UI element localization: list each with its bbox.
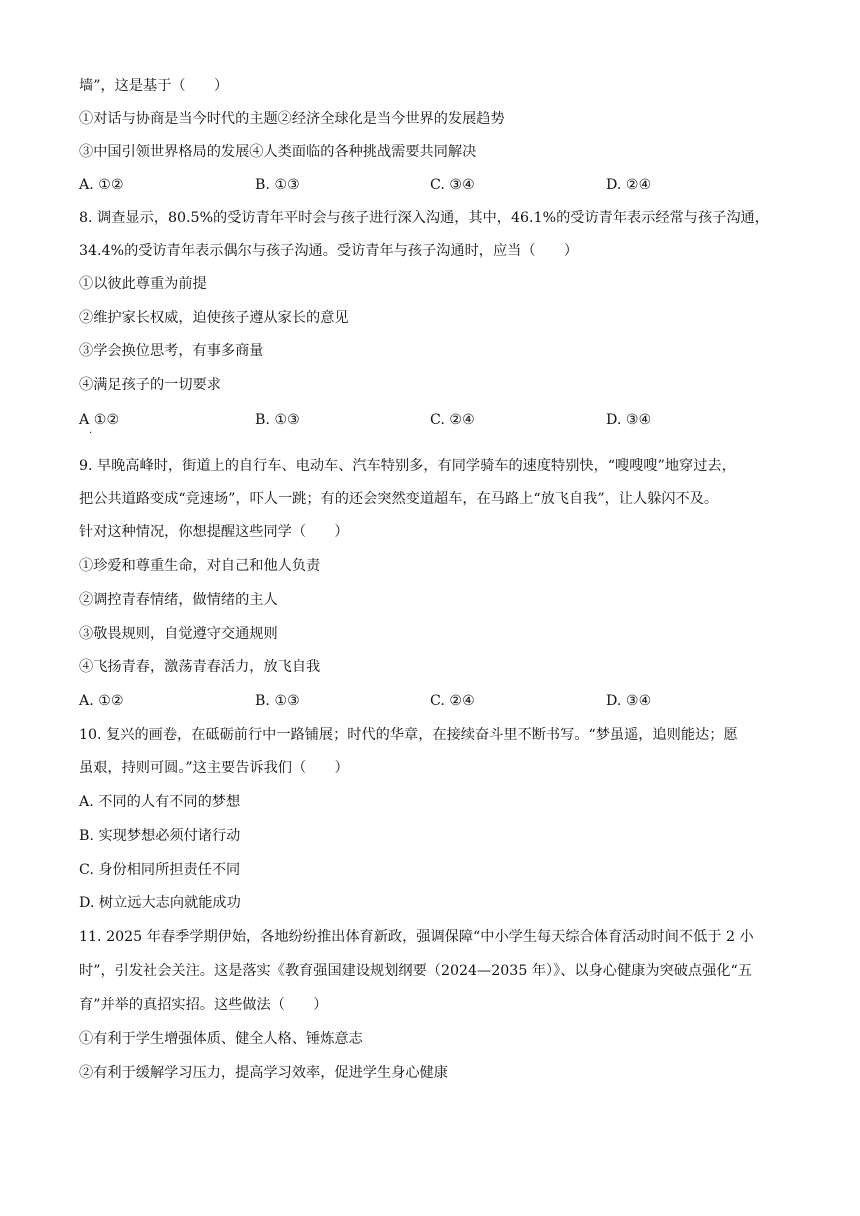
q9-item-4: ④飞扬青春，激荡青春活力，放飞自我 bbox=[79, 659, 321, 675]
q8-option-c[interactable]: C. ②④ bbox=[430, 412, 475, 428]
q9-option-b[interactable]: B. ①③ bbox=[255, 693, 300, 709]
q7-item-2: ③中国引领世界格局的发展④人类面临的各种挑战需要共同解决 bbox=[79, 144, 477, 160]
q7-option-d[interactable]: D. ②④ bbox=[606, 177, 652, 193]
q11-stem-line-3: 育”并举的真招实招。这些做法（ ） bbox=[79, 997, 328, 1013]
q9-item-2: ②调控青春情绪，做情绪的主人 bbox=[79, 592, 278, 608]
q8-stem-line-1: 8. 调查显示，80.5%的受访青年平时会与孩子进行深入沟通，其中，46.1%的受访青年表示经常与孩子沟通， bbox=[79, 210, 769, 226]
q10-choice-d[interactable]: D. 树立远大志向就能成功 bbox=[79, 895, 241, 911]
q8-option-a[interactable]: A ①② bbox=[79, 412, 120, 428]
q7-stem-end: 墙”，这是基于（ ） bbox=[79, 78, 229, 94]
q10-stem-line-2: 虽艰，持则可圆。”这主要告诉我们（ ） bbox=[79, 760, 349, 776]
q10-choice-c[interactable]: C. 身份相同所担责任不同 bbox=[79, 862, 241, 878]
q11-stem-line-1: 11. 2025 年春季学期伊始，各地纷纷推出体育新政，强调保障“中小学生每天综合体育活动时间不低于 2 小 bbox=[79, 929, 754, 945]
q11-item-1: ①有利于学生增强体质、健全人格、锤炼意志 bbox=[79, 1031, 363, 1047]
q8-item-1: ①以彼此尊重为前提 bbox=[79, 276, 207, 292]
q7-option-a[interactable]: A. ①② bbox=[79, 177, 124, 193]
q8-option-d[interactable]: D. ③④ bbox=[606, 412, 652, 428]
q8-stem-line-2: 34.4%的受访青年表示偶尔与孩子沟通。受访青年与孩子沟通时，应当（ ） bbox=[79, 243, 579, 259]
q9-stem-line-1: 9. 早晚高峰时，街道上的自行车、电动车、汽车特别多，有同学骑车的速度特别快，“嗖嗖嗖”地穿过去， bbox=[79, 458, 736, 474]
q10-stem-line-1: 10. 复兴的画卷，在砥砺前行中一路铺展；时代的华章，在接续奋斗里不断书写。“梦虽遥，追则能达；愿 bbox=[79, 727, 738, 743]
q7-item-1: ①对话与协商是当今时代的主题②经济全球化是当今世界的发展趋势 bbox=[79, 111, 505, 127]
q9-item-3: ③敬畏规则，自觉遵守交通规则 bbox=[79, 626, 278, 642]
q10-choice-a[interactable]: A. 不同的人有不同的梦想 bbox=[79, 794, 241, 810]
q8-options bbox=[79, 410, 784, 436]
q7-option-b[interactable]: B. ①③ bbox=[255, 177, 300, 193]
q11-stem-line-2: 时”，引发社会关注。这是落实《教育强国建设规划纲要（2024—2035 年）》、以身心健康为突破点强化“五 bbox=[79, 963, 752, 979]
q8-item-4: ④满足孩子的一切要求 bbox=[79, 377, 221, 393]
q9-item-1: ①珍爱和尊重生命，对自己和他人负责 bbox=[79, 558, 321, 574]
q8-option-a-dot: . bbox=[89, 425, 93, 436]
q8-item-2: ②维护家长权威，迫使孩子遵从家长的意见 bbox=[79, 310, 349, 326]
q9-stem-line-3: 针对这种情况，你想提醒这些同学（ ） bbox=[79, 524, 349, 540]
q7-options bbox=[79, 175, 784, 195]
q9-options bbox=[79, 691, 784, 711]
q9-option-a[interactable]: A. ①② bbox=[79, 693, 124, 709]
q10-choice-b[interactable]: B. 实现梦想必须付诸行动 bbox=[79, 828, 241, 844]
q8-option-b[interactable]: B. ①③ bbox=[255, 412, 300, 428]
q9-stem-line-2: 把公共道路变成“竞速场”，吓人一跳；有的还会突然变道超车，在马路上“放飞自我”，让人躲闪不及。 bbox=[79, 491, 719, 507]
q9-option-d[interactable]: D. ③④ bbox=[606, 693, 652, 709]
q7-option-c[interactable]: C. ③④ bbox=[430, 177, 475, 193]
q8-item-3: ③学会换位思考，有事多商量 bbox=[79, 343, 264, 359]
q11-item-2: ②有利于缓解学习压力，提高学习效率，促进学生身心健康 bbox=[79, 1065, 448, 1081]
q9-option-c[interactable]: C. ②④ bbox=[430, 693, 475, 709]
